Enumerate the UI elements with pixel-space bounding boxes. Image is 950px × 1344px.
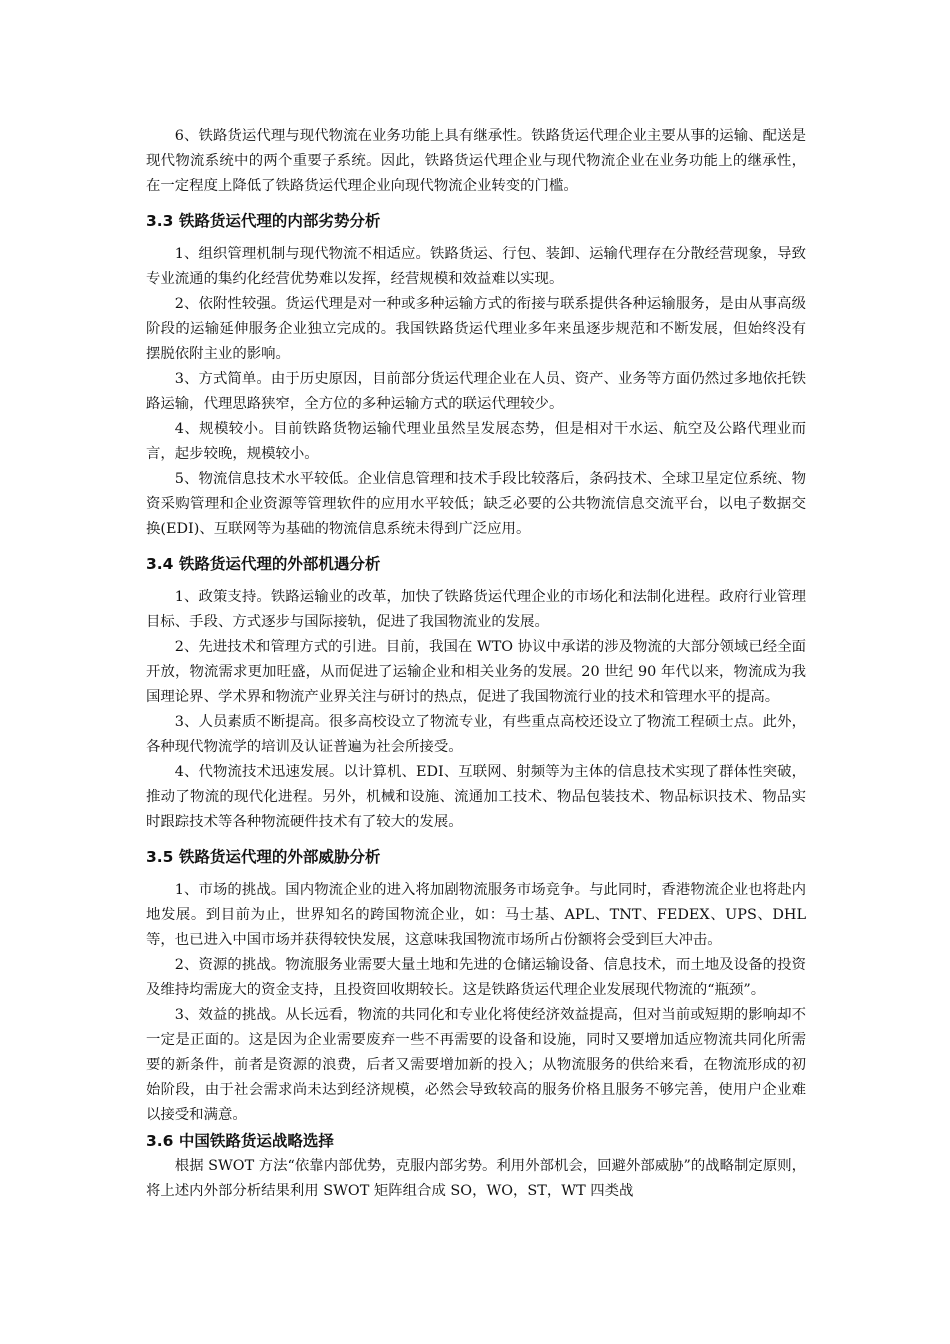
paragraph: 4、代物流技术迅速发展。以计算机、EDI、互联网、射频等为主体的信息技术实现了群体性突破，推动了物流的现代化进程。另外，机械和设施、流通加工技术、物品包装技术、物品标识技术、物品实时跟踪技术等各种物流硬件技术有了较大的发展。	[146, 764, 806, 830]
paragraph: 2、资源的挑战。物流服务业需要大量土地和先进的仓储运输设备、信息技术，而土地及设备的投资及维持均需庞大的资金支持，且投资回收期较长。这是铁路货运代理企业发展现代物流的“瓶颈”。	[146, 957, 806, 998]
heading-3-3: 3.3 铁路货运代理的内部劣势分析	[146, 212, 381, 230]
heading-3-4: 3.4 铁路货运代理的外部机遇分析	[146, 555, 381, 573]
paragraph: 1、市场的挑战。国内物流企业的进入将加剧物流服务市场竞争。与此同时，香港物流企业也将赴内地发展。到目前为止，世界知名的跨国物流企业，如：马士基、APL、TNT、FEDEX、UPS、DHL 等，也已进入中国市场并获得较快发展，这意味我国物流市场所占份额将会受到巨大冲击。	[146, 882, 806, 948]
paragraph: 2、依附性较强。货运代理是对一种或多种运输方式的衔接与联系提供各种运输服务，是由从事高级阶段的运输延伸服务企业独立完成的。我国铁路货运代理业多年来虽逐步规范和不断发展，但始终没有摆脱依附主业的影响。	[146, 296, 806, 362]
paragraph: 3、方式简单。由于历史原因，目前部分货运代理企业在人员、资产、业务等方面仍然过多地依托铁路运输，代理思路狭窄，全方位的多种运输方式的联运代理较少。	[146, 371, 806, 412]
paragraph: 4、规模较小。目前铁路货物运输代理业虽然呈发展态势，但是相对干水运、航空及公路代理业而言，起步较晚，规模较小。	[146, 421, 806, 462]
paragraph: 2、先进技术和管理方式的引进。目前，我国在 WTO 协议中承诺的涉及物流的大部分领域已经全面开放，物流需求更加旺盛，从而促进了运输企业和相关业务的发展。20 世纪 90 年代以来，物流成为我国理论界、学术界和物流产业界关注与研讨的热点，促进了我国物流行业的技术和管理水平的提高。	[146, 639, 806, 705]
paragraph: 5、物流信息技术水平较低。企业信息管理和技术手段比较落后，条码技术、全球卫星定位系统、物资采购管理和企业资源等管理软件的应用水平较低；缺乏必要的公共物流信息交流平台，以电子数据交换(EDI)、互联网等为基础的物流信息系统未得到广泛应用。	[146, 471, 806, 537]
paragraph: 1、组织管理机制与现代物流不相适应。铁路货运、行包、装卸、运输代理存在分散经营现象，导致专业流通的集约化经营优势难以发挥，经营规模和效益难以实现。	[146, 246, 806, 287]
paragraph: 1、政策支持。铁路运输业的改革，加快了铁路货运代理企业的市场化和法制化进程。政府行业管理目标、手段、方式逐步与国际接轨，促进了我国物流业的发展。	[146, 589, 806, 630]
document-page	[146, 124, 806, 1204]
paragraph: 3、效益的挑战。从长远看，物流的共同化和专业化将使经济效益提高，但对当前或短期的影响却不一定是正面的。这是因为企业需要废弃一些不再需要的设备和设施，同时又要增加适应物流共同化所需要的新条件，前者是资源的浪费，后者又需要增加新的投入；从物流服务的供给来看，在物流形成的初始阶段，由于社会需求尚未达到经济规模，必然会导致较高的服务价格且服务不够完善，使用户企业难以接受和满意。	[146, 1007, 806, 1123]
paragraph-6-inheritance: 6、铁路货运代理与现代物流在业务功能上具有继承性。铁路货运代理企业主要从事的运输、配送是现代物流系统中的两个重要子系统。因此，铁路货运代理企业与现代物流企业在业务功能上的继承性，在一定程度上降低了铁路货运代理企业向现代物流企业转变的门槛。	[146, 128, 806, 194]
paragraph: 根据 SWOT 方法“依靠内部优势，克服内部劣势。利用外部机会，回避外部威胁”的战略制定原则，将上述内外部分析结果利用 SWOT 矩阵组合成 SO，WO，ST，WT 四类战	[146, 1158, 806, 1199]
paragraph: 3、人员素质不断提高。很多高校设立了物流专业，有些重点高校还设立了物流工程硕士点。此外，各种现代物流学的培训及认证普遍为社会所接受。	[146, 714, 806, 755]
heading-3-6: 3.6 中国铁路货运战略选择	[146, 1132, 334, 1150]
heading-3-5: 3.5 铁路货运代理的外部威胁分析	[146, 848, 381, 866]
